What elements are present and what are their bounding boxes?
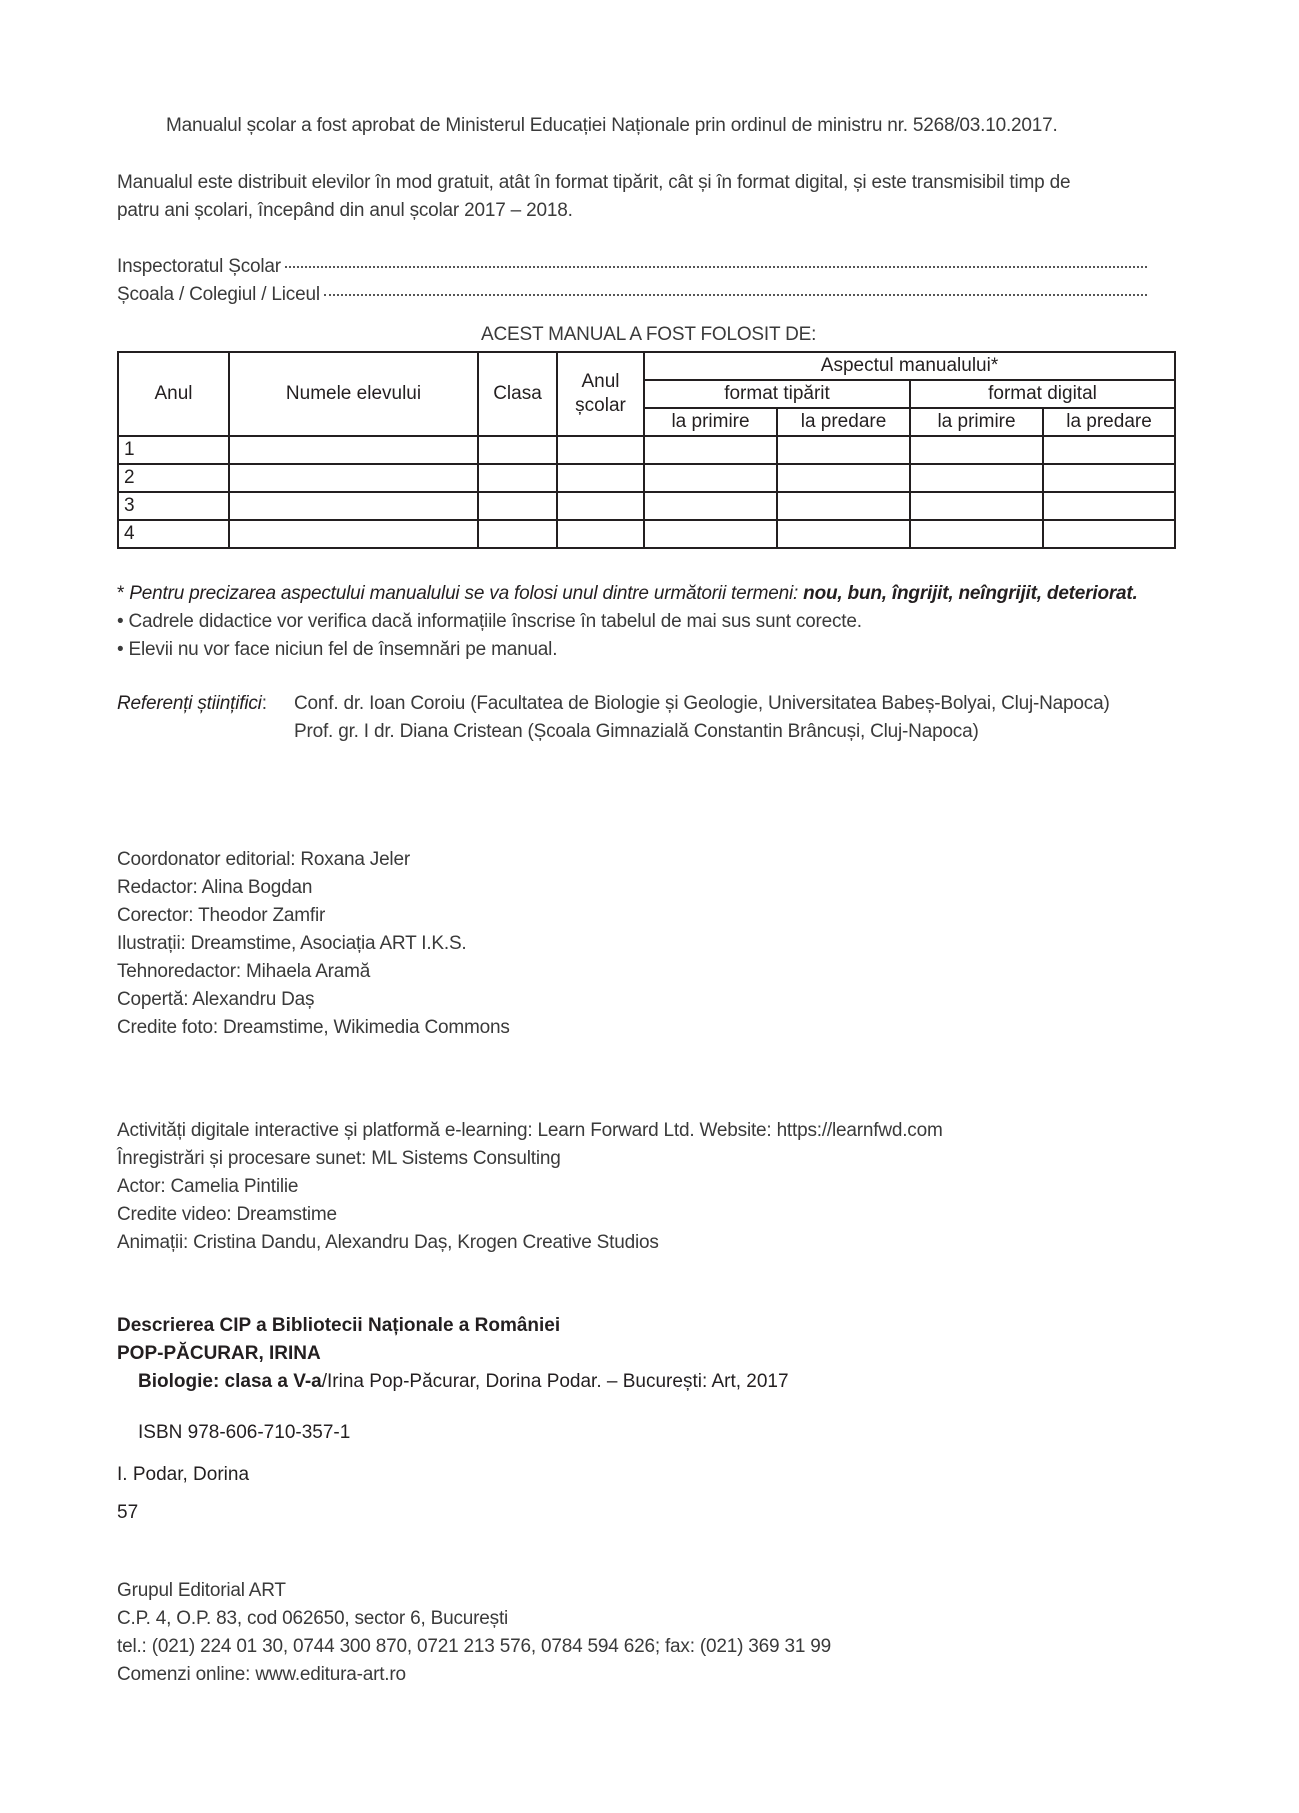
school-fields bbox=[117, 253, 1147, 309]
header-aspect: Aspectul manualului* bbox=[644, 352, 1175, 380]
publisher-line: Comenzi online: www.editura-art.ro bbox=[117, 1664, 406, 1685]
credit-line: Redactor: Alina Bogdan bbox=[117, 877, 313, 898]
publisher-line: C.P. 4, O.P. 83, cod 062650, sector 6, București bbox=[117, 1608, 509, 1629]
credit-line: Ilustrații: Dreamstime, Asociația ART I.K.S. bbox=[117, 933, 467, 954]
referees-list bbox=[294, 690, 1110, 746]
table-cell bbox=[478, 520, 557, 548]
table-cell bbox=[557, 464, 644, 492]
cip-class-number: 57 bbox=[117, 1502, 139, 1523]
header-la-predare: la predare bbox=[1043, 408, 1175, 436]
referee: Prof. gr. I dr. Diana Cristean (Școala Gimnazială Constantin Brâncuși, Cluj-Napoca) bbox=[294, 721, 979, 742]
credit-line: Actor: Camelia Pintilie bbox=[117, 1176, 299, 1197]
cip-description bbox=[117, 1312, 789, 1396]
header-anul-scolar-line: școlar bbox=[575, 395, 626, 416]
table-cell bbox=[229, 436, 478, 464]
table-cell bbox=[644, 464, 777, 492]
header-clasa: Clasa bbox=[478, 352, 557, 436]
credit-line: Tehnoredactor: Mihaela Aramă bbox=[117, 961, 371, 982]
footnote bbox=[117, 580, 1138, 608]
note-bullet: • Cadrele didactice vor verifica dacă informațiile înscrise în tabelul de mai sus sunt corecte. bbox=[117, 611, 862, 632]
cip-title-bold: Biologie: clasa a V-a bbox=[138, 1371, 322, 1392]
publisher-line: Grupul Editorial ART bbox=[117, 1580, 286, 1601]
cip-title bbox=[117, 1368, 789, 1396]
table-cell bbox=[478, 464, 557, 492]
distribution-line: Manualul este distribuit elevilor în mod gratuit, atât în format tipărit, cât și în format digital, și este transmisibil timp de bbox=[117, 172, 1071, 193]
table-cell bbox=[229, 492, 478, 520]
table-cell bbox=[910, 492, 1043, 520]
school-field bbox=[117, 281, 1147, 309]
referees-label bbox=[117, 690, 267, 718]
credit-line: Animații: Cristina Dandu, Alexandru Daș, Krogen Creative Studios bbox=[117, 1232, 659, 1253]
school-label: Școala / Colegiul / Liceul bbox=[117, 284, 320, 305]
header-anul: Anul bbox=[118, 352, 229, 436]
row-number: 3 bbox=[118, 492, 229, 520]
header-la-primire: la primire bbox=[644, 408, 777, 436]
cip-coauthor: I. Podar, Dorina bbox=[117, 1464, 250, 1485]
editorial-credits bbox=[117, 846, 510, 1042]
row-number: 4 bbox=[118, 520, 229, 548]
header-anul-scolar bbox=[557, 352, 644, 436]
table-cell bbox=[478, 492, 557, 520]
table-cell bbox=[1043, 492, 1175, 520]
referee: Conf. dr. Ioan Coroiu (Facultatea de Biologie și Geologie, Universitatea Babeș-Bolyai, Cluj-Napoca) bbox=[294, 693, 1110, 714]
credit-line: Înregistrări și procesare sunet: ML Sistems Consulting bbox=[117, 1148, 561, 1169]
header-format-digital: format digital bbox=[910, 380, 1175, 408]
credit-line: Coordonator editorial: Roxana Jeler bbox=[117, 849, 410, 870]
table-cell bbox=[557, 492, 644, 520]
publisher-line: tel.: (021) 224 01 30, 0744 300 870, 0721 213 576, 0784 594 626; fax: (021) 369 31 99 bbox=[117, 1636, 832, 1657]
table-cell bbox=[777, 464, 910, 492]
note-bullet: • Elevii nu vor face niciun fel de însemnări pe manual. bbox=[117, 639, 558, 660]
header-numele-elevului: Numele elevului bbox=[229, 352, 478, 436]
table-cell bbox=[910, 520, 1043, 548]
table-row bbox=[118, 436, 1175, 464]
credit-line: Corector: Theodor Zamfir bbox=[117, 905, 326, 926]
table-row bbox=[118, 492, 1175, 520]
footnote-marker: * bbox=[117, 583, 130, 604]
cip-isbn: ISBN 978-606-710-357-1 bbox=[138, 1422, 351, 1443]
inspectorat-label: Inspectoratul Școlar bbox=[117, 256, 281, 277]
credit-line: Credite video: Dreamstime bbox=[117, 1204, 337, 1225]
publisher-info bbox=[117, 1577, 831, 1689]
table-cell bbox=[229, 520, 478, 548]
table-cell bbox=[777, 520, 910, 548]
header-la-predare: la predare bbox=[777, 408, 910, 436]
cip-author: POP-PĂCURAR, IRINA bbox=[117, 1343, 321, 1364]
table-cell bbox=[910, 464, 1043, 492]
cip-title-rest: /Irina Pop-Păcurar, Dorina Podar. – București: Art, 2017 bbox=[321, 1371, 789, 1392]
header-format-tiparit: format tipărit bbox=[644, 380, 910, 408]
table-cell bbox=[557, 436, 644, 464]
credit-line: Copertă: Alexandru Daș bbox=[117, 989, 315, 1010]
table-cell bbox=[1043, 436, 1175, 464]
digital-credits bbox=[117, 1117, 943, 1257]
notes bbox=[117, 580, 1138, 664]
table-cell bbox=[1043, 464, 1175, 492]
table-row bbox=[118, 464, 1175, 492]
approval-statement: Manualul școlar a fost aprobat de Ministerul Educației Naționale prin ordinul de ministru nr. 5268/03.10.2017. bbox=[166, 115, 1058, 136]
usage-table bbox=[117, 351, 1176, 549]
table-cell bbox=[777, 436, 910, 464]
distribution-line: patru ani școlari, începând din anul școlar 2017 – 2018. bbox=[117, 200, 573, 221]
row-number: 2 bbox=[118, 464, 229, 492]
table-cell bbox=[557, 520, 644, 548]
table-row bbox=[118, 520, 1175, 548]
cip-heading: Descrierea CIP a Bibliotecii Naționale a României bbox=[117, 1315, 561, 1336]
table-cell bbox=[229, 464, 478, 492]
table-cell bbox=[644, 436, 777, 464]
table-cell bbox=[644, 520, 777, 548]
table-caption: ACEST MANUAL A FOST FOLOSIT DE: bbox=[481, 324, 817, 345]
dotted-leader bbox=[285, 266, 1147, 268]
table-cell bbox=[644, 492, 777, 520]
header-anul-scolar-line: Anul bbox=[581, 371, 620, 392]
table-cell bbox=[478, 436, 557, 464]
header-la-primire: la primire bbox=[910, 408, 1043, 436]
footnote-terms: nou, bun, îngrijit, neîngrijit, deteriorat. bbox=[803, 583, 1138, 604]
referees-colon: : bbox=[261, 693, 267, 714]
inspectorat-field bbox=[117, 253, 1147, 281]
credit-line: Activități digitale interactive și platformă e-learning: Learn Forward Ltd. Website: https://learnfwd.com bbox=[117, 1120, 943, 1141]
row-number: 1 bbox=[118, 436, 229, 464]
credit-line: Credite foto: Dreamstime, Wikimedia Commons bbox=[117, 1017, 510, 1038]
table-cell bbox=[777, 492, 910, 520]
distribution-paragraph bbox=[117, 169, 1070, 225]
table-cell bbox=[1043, 520, 1175, 548]
dotted-leader bbox=[324, 294, 1147, 296]
table-cell bbox=[910, 436, 1043, 464]
referees-label-text: Referenți științifici bbox=[117, 693, 262, 714]
footnote-text: Pentru precizarea aspectului manualului se va folosi unul dintre următorii termeni: bbox=[129, 583, 804, 604]
